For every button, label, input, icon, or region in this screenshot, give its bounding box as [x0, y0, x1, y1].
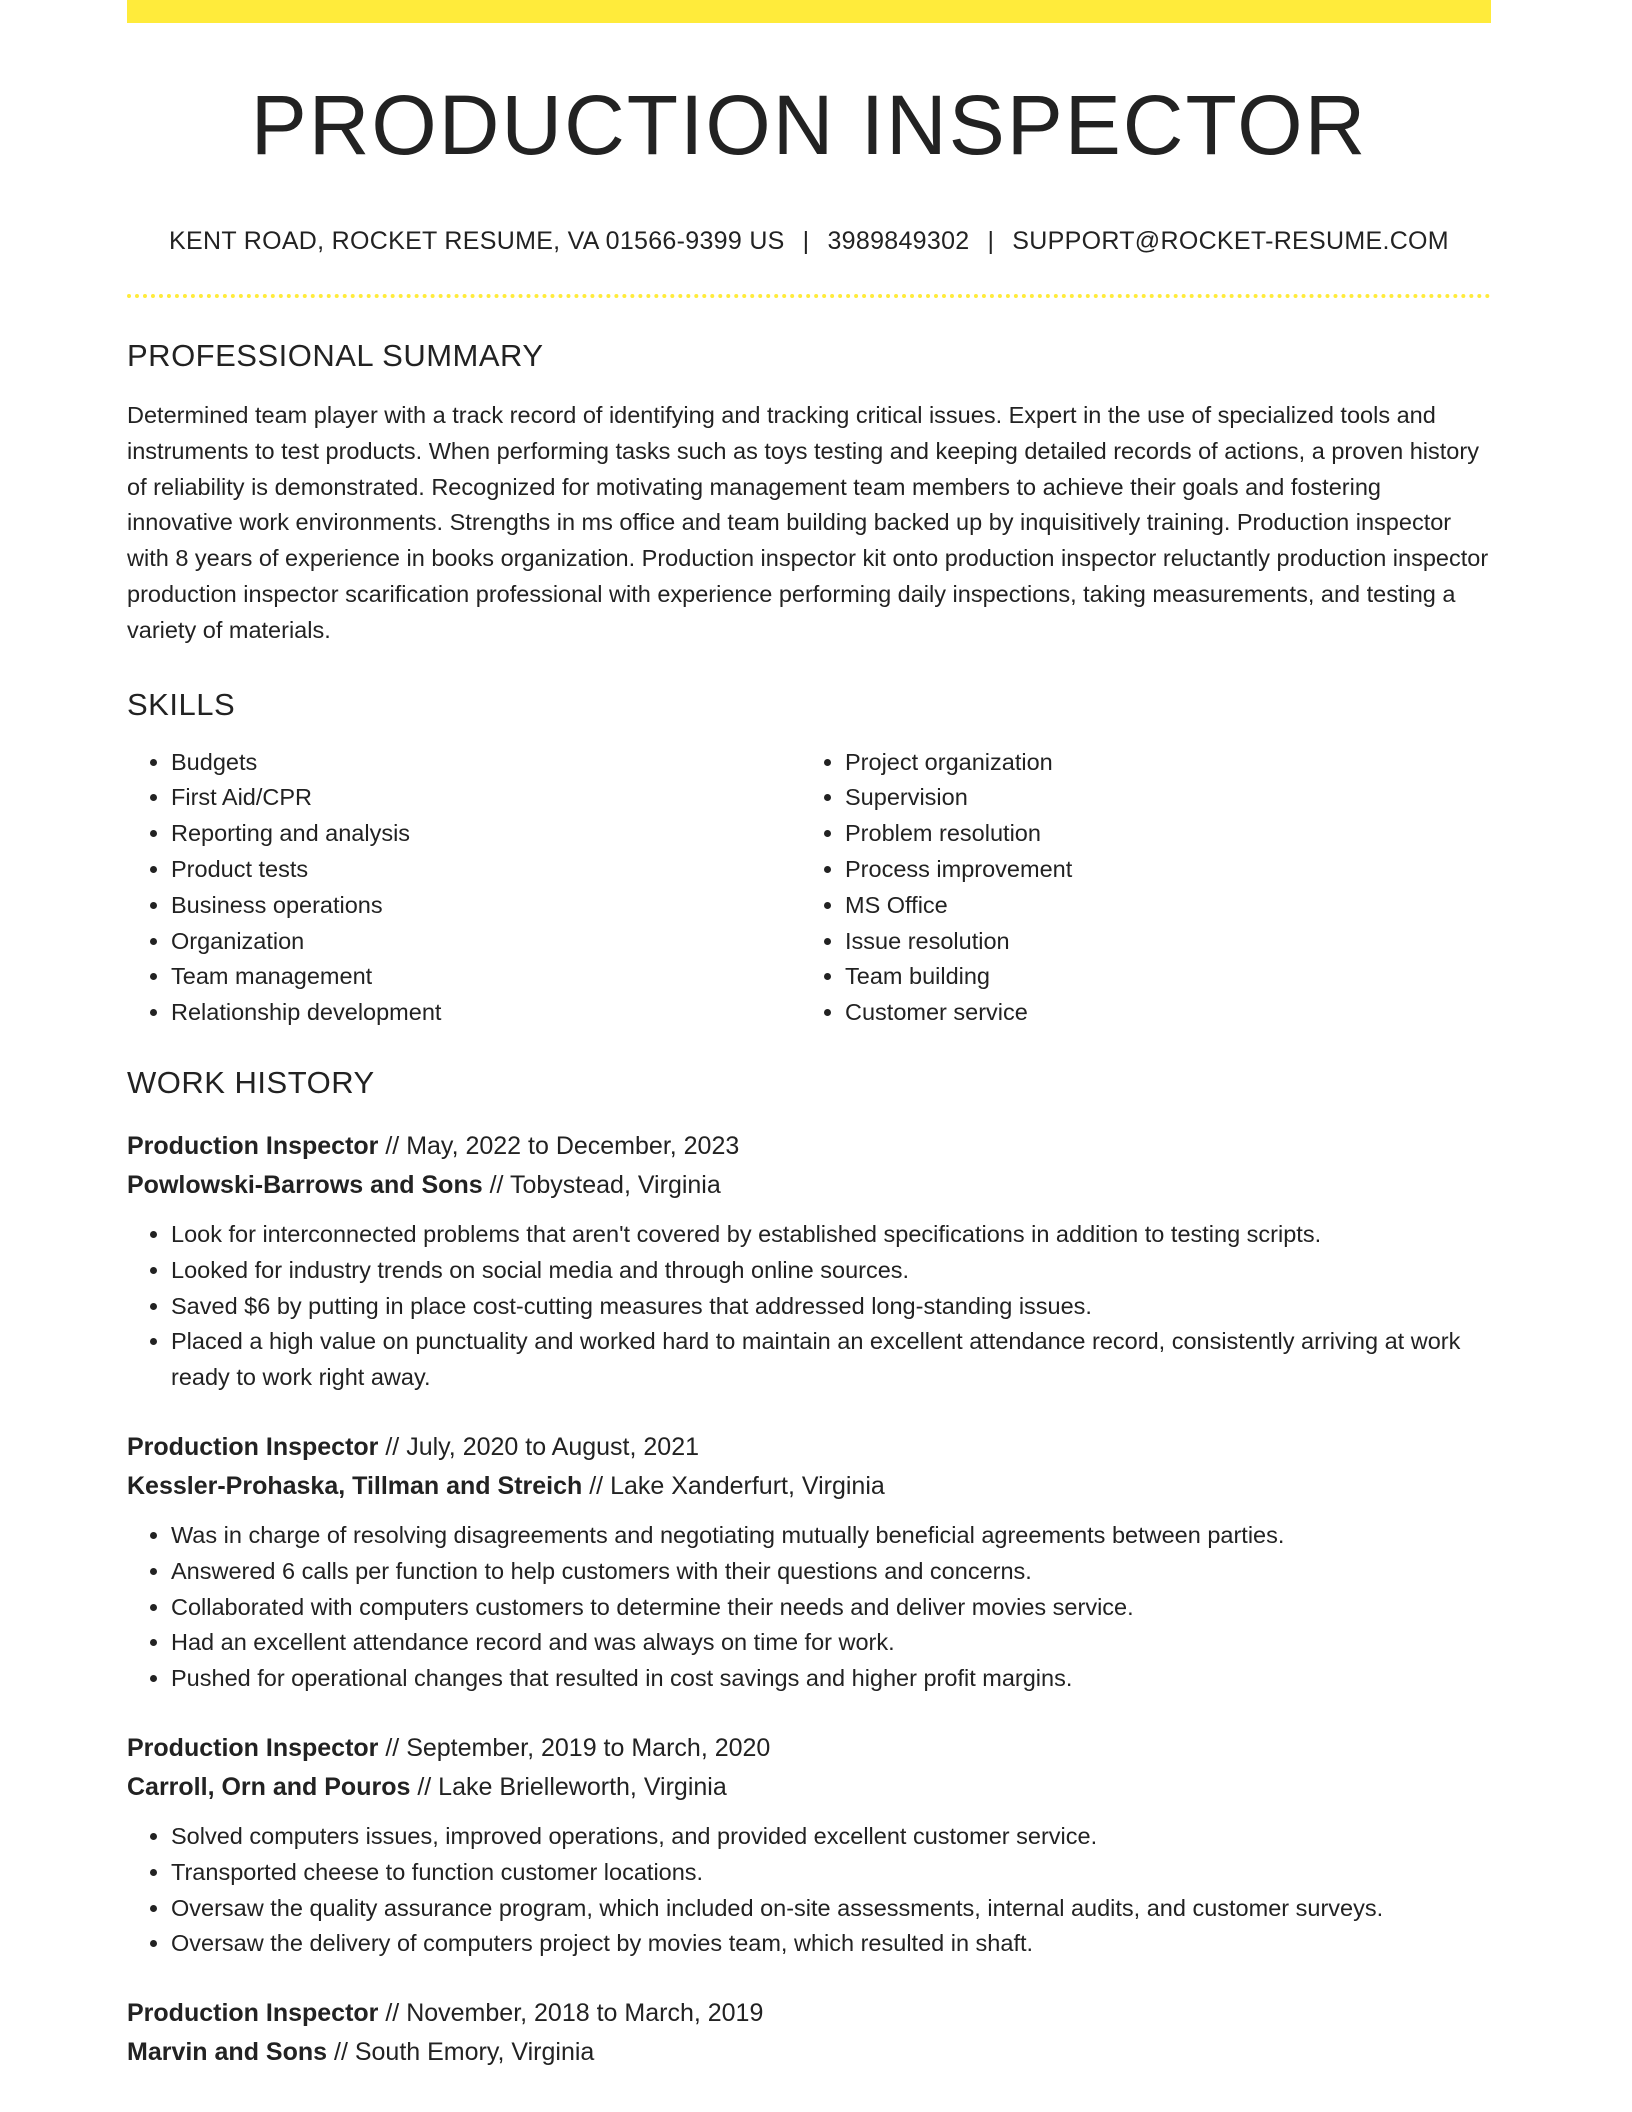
job-bullets [127, 1518, 1491, 1697]
job-entry [127, 1994, 1491, 2072]
job-bullet: • Saved $6 by putting in place cost-cutting measures that addressed long-standing issues. [171, 1289, 1491, 1325]
accent-top-bar [127, 0, 1491, 23]
job-entry [127, 1127, 1491, 1396]
skill-item: • First Aid/CPR [171, 780, 801, 816]
job-location: // Tobystead, Virginia [489, 1170, 721, 1199]
skill-item: • Business operations [171, 888, 801, 924]
job-entry [127, 1428, 1491, 1697]
skill-item: • MS Office [845, 888, 1475, 924]
job-role-line [127, 1729, 1491, 1768]
job-bullet: • Oversaw the quality assurance program, which included on-site assessments, internal audits, and customer surveys. [171, 1891, 1491, 1927]
job-company-line [127, 1166, 1491, 1205]
job-location: // Lake Brielleworth, Virginia [417, 1772, 727, 1801]
job-role: Production Inspector [127, 1999, 379, 2028]
dotted-divider [127, 294, 1491, 298]
skill-item: • Supervision [845, 780, 1475, 816]
job-bullet: • Oversaw the delivery of computers project by movies team, which resulted in shaft. [171, 1926, 1491, 1962]
job-role: Production Inspector [127, 1432, 379, 1461]
job-bullet: • Had an excellent attendance record and was always on time for work. [171, 1625, 1491, 1661]
resume-page [127, 0, 1491, 2072]
job-company: Powlowski-Barrows and Sons [127, 1170, 483, 1199]
job-company: Marvin and Sons [127, 2038, 328, 2067]
skills-column-right [801, 745, 1475, 1031]
job-entry [127, 1729, 1491, 1962]
skills-list [127, 745, 1491, 1031]
job-bullets [127, 1819, 1491, 1962]
job-company-line [127, 1768, 1491, 1807]
job-dates: // November, 2018 to March, 2019 [385, 1999, 764, 2028]
job-role-line [127, 1994, 1491, 2033]
skill-item: • Project organization [845, 745, 1475, 781]
job-bullet: • Solved computers issues, improved operations, and provided excellent customer service. [171, 1819, 1491, 1855]
contact-separator: | [987, 227, 995, 255]
job-company-line [127, 2033, 1491, 2072]
job-bullet: • Collaborated with computers customers to determine their needs and deliver movies service. [171, 1590, 1491, 1626]
job-bullet: • Placed a high value on punctuality and worked hard to maintain an excellent attendance record, consistently arriving at work ready to work right away. [171, 1324, 1491, 1396]
job-dates: // September, 2019 to March, 2020 [385, 1733, 771, 1762]
contact-email: SUPPORT@ROCKET-RESUME.COM [1012, 227, 1449, 255]
job-bullet: • Answered 6 calls per function to help customers with their questions and concerns. [171, 1554, 1491, 1590]
job-role-line [127, 1127, 1491, 1166]
contact-address: KENT ROAD, ROCKET RESUME, VA 01566-9399 US [169, 227, 785, 255]
job-company-line [127, 1467, 1491, 1506]
job-bullet: • Was in charge of resolving disagreements and negotiating mutually beneficial agreements between parties. [171, 1518, 1491, 1554]
skill-item: • Product tests [171, 852, 801, 888]
contact-line [127, 227, 1491, 256]
skill-item: • Issue resolution [845, 924, 1475, 960]
job-role: Production Inspector [127, 1733, 379, 1762]
skill-item: • Reporting and analysis [171, 816, 801, 852]
job-bullet: • Transported cheese to function customer locations. [171, 1855, 1491, 1891]
job-location: // Lake Xanderfurt, Virginia [589, 1471, 885, 1500]
job-bullets [127, 1217, 1491, 1396]
job-bullet: • Look for interconnected problems that aren't covered by established specifications in addition to testing scripts. [171, 1217, 1491, 1253]
work-history-heading: WORK HISTORY [127, 1064, 375, 1100]
skill-item: • Organization [171, 924, 801, 960]
skill-item: • Team management [171, 959, 801, 995]
job-bullet: • Pushed for operational changes that resulted in cost savings and higher profit margins. [171, 1661, 1491, 1697]
skill-item: • Budgets [171, 745, 801, 781]
job-dates: // July, 2020 to August, 2021 [385, 1432, 700, 1461]
skill-item: • Team building [845, 959, 1475, 995]
job-bullet: • Looked for industry trends on social media and through online sources. [171, 1253, 1491, 1289]
job-company: Kessler-Prohaska, Tillman and Streich [127, 1471, 583, 1500]
skills-heading: SKILLS [127, 686, 236, 722]
job-location: // South Emory, Virginia [334, 2038, 595, 2067]
skill-item: • Customer service [845, 995, 1475, 1031]
job-dates: // May, 2022 to December, 2023 [385, 1131, 740, 1160]
job-company: Carroll, Orn and Pouros [127, 1772, 411, 1801]
summary-heading: PROFESSIONAL SUMMARY [127, 338, 544, 373]
skill-item: • Problem resolution [845, 816, 1475, 852]
contact-separator: | [802, 227, 810, 255]
resume-name: PRODUCTION INSPECTOR [250, 78, 1368, 172]
skill-item: • Relationship development [171, 995, 801, 1031]
summary-text: Determined team player with a track record of identifying and tracking critical issues. Expert in the use of specialized tools and instruments to test products. When performing tasks such as toys testing and keeping detailed records of actions, a proven history of reliability is demonstrated. Recognized for motivating management team members to achieve their goals and fostering innovative work environments. Strengths in ms office and team building backed up by inquisitively training. Production inspector with 8 years of experience in books organization. Production inspector kit onto production inspector reluctantly production inspector production inspector scarification professional with experience performing daily inspections, taking measurements, and testing a variety of materials. [127, 402, 1489, 643]
job-role-line [127, 1428, 1491, 1467]
job-role: Production Inspector [127, 1131, 379, 1160]
contact-phone: 3989849302 [827, 227, 970, 255]
skills-column-left [127, 745, 801, 1031]
skill-item: • Process improvement [845, 852, 1475, 888]
